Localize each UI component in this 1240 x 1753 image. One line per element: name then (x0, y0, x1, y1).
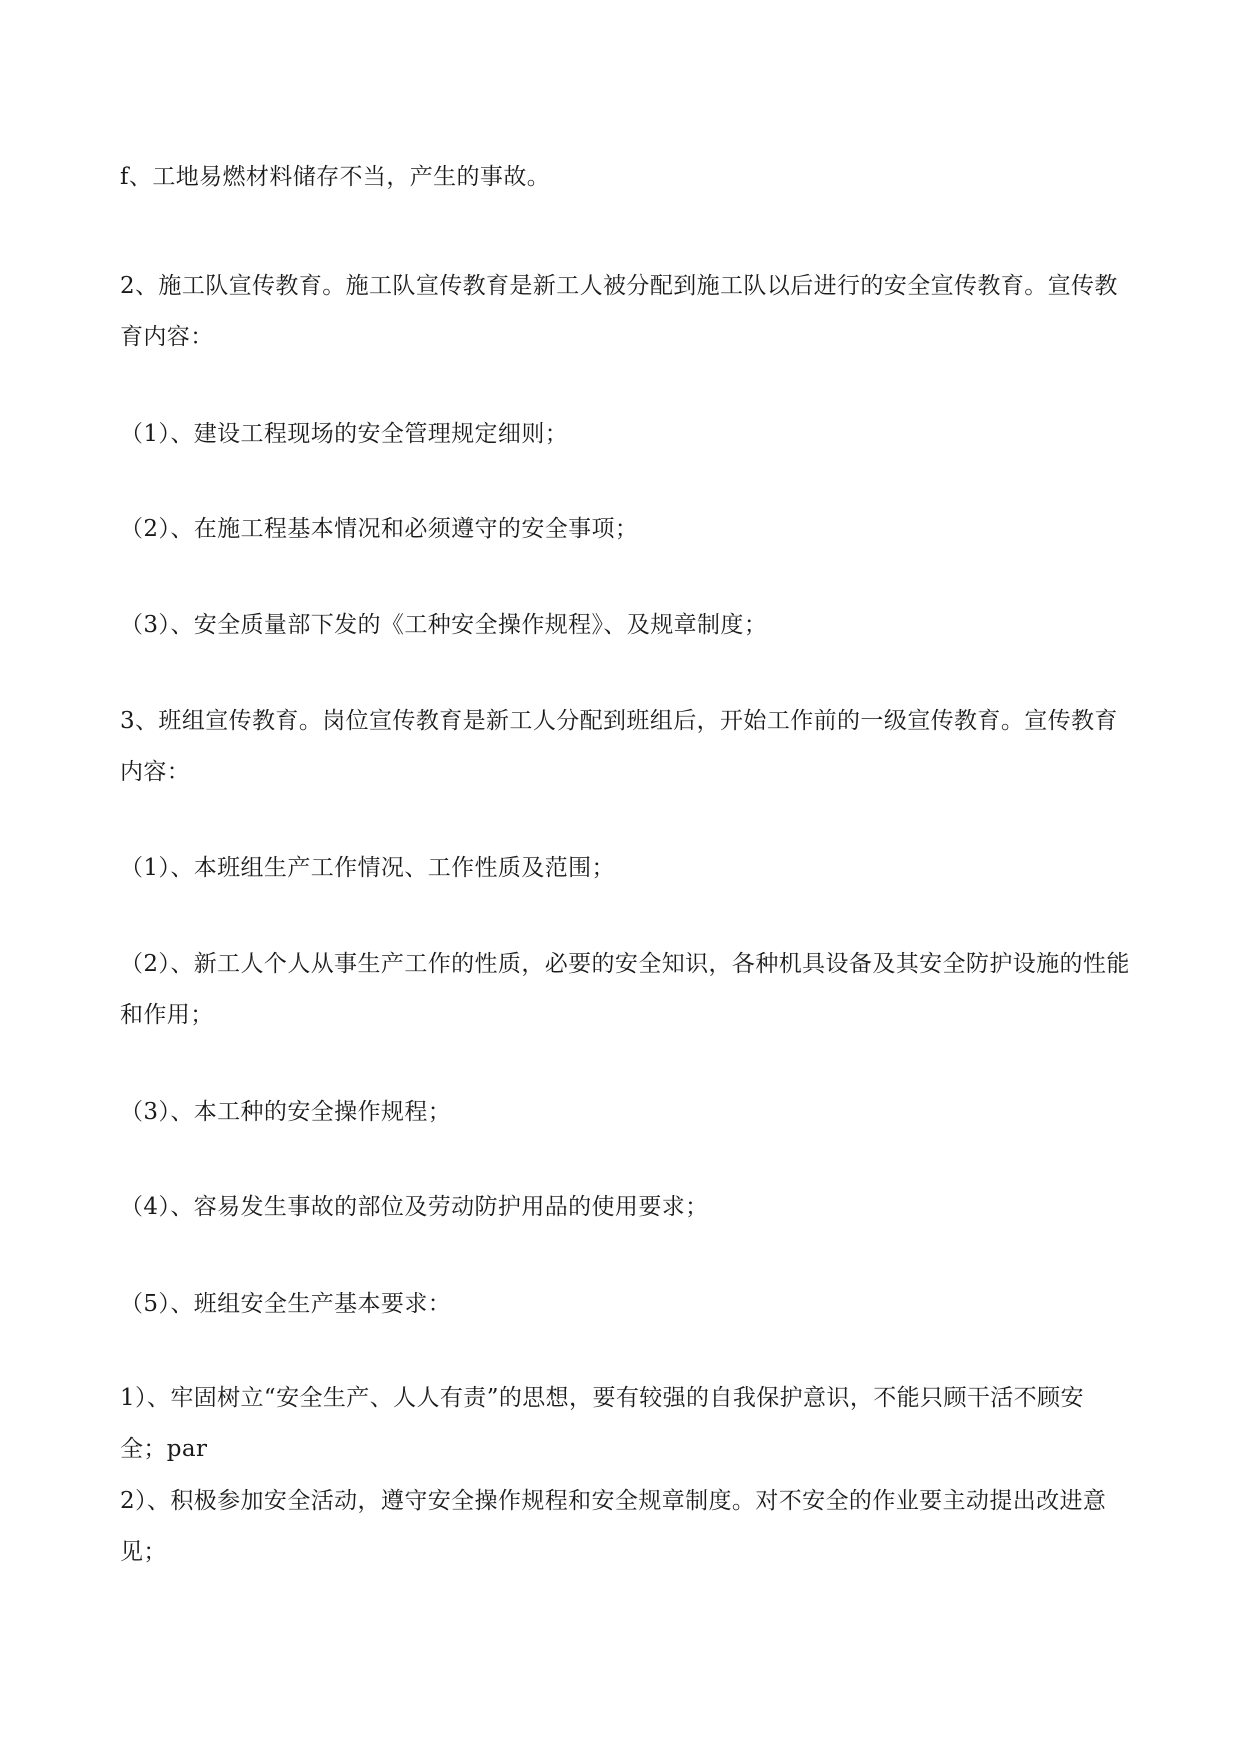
paragraph-f-fire-storage: f、工地易燃材料储存不当，产生的事故。 (120, 164, 551, 190)
paragraph-2-item-3: （3）、安全质量部下发的《工种安全操作规程》、及规章制度； (120, 612, 768, 638)
paragraph-3-group-education: 3、班组宣传教育。岗位宣传教育是新工人分配到班组后，开始工作前的一级宣传教育。宣传教育内容： (120, 708, 1118, 785)
paragraph-requirement-1: 1）、牢固树立“安全生产、人人有责”的思想，要有较强的自我保护意识，不能只顾干活不顾安全；par (120, 1385, 1084, 1462)
paragraph-3-item-2: （2）、新工人个人从事生产工作的性质，必要的安全知识，各种机具设备及其安全防护设施的性能和作用； (120, 951, 1130, 1028)
paragraph-2-team-education: 2、施工队宣传教育。施工队宣传教育是新工人被分配到施工队以后进行的安全宣传教育。宣传教育内容： (120, 273, 1118, 350)
paragraph-3-item-1: （1）、本班组生产工作情况、工作性质及范围； (120, 855, 615, 881)
paragraph-2-item-2: （2）、在施工程基本情况和必须遵守的安全事项； (120, 516, 639, 542)
paragraph-3-item-3: （3）、本工种的安全操作规程； (120, 1099, 452, 1125)
paragraph-requirement-2: 2）、积极参加安全活动，遵守安全操作规程和安全规章制度。对不安全的作业要主动提出改进意见； (120, 1488, 1107, 1565)
paragraph-2-item-1: （1）、建设工程现场的安全管理规定细则； (120, 421, 569, 447)
paragraph-3-item-4: （4）、容易发生事故的部位及劳动防护用品的使用要求； (120, 1194, 709, 1220)
paragraph-3-item-5: （5）、班组安全生产基本要求： (120, 1291, 452, 1317)
